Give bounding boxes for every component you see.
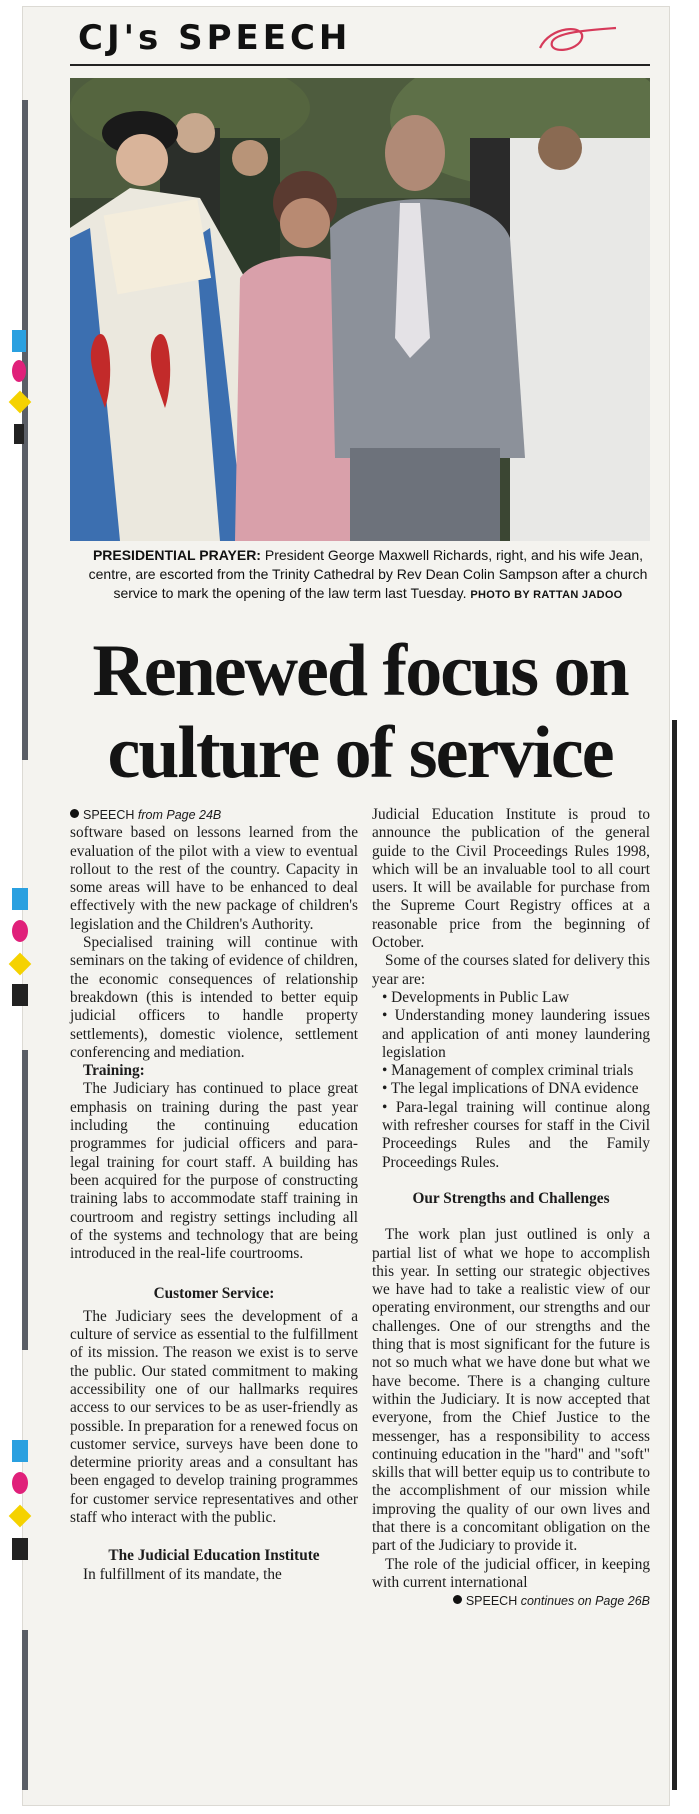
list-item: • The legal implications of DNA evidence [382, 1080, 639, 1098]
caption-text: President George Maxwell Richards, right, and his wife Jean, centre, are escorted from the Trinity Cathedral by Rev Dean Colin Sampson after a church service to mark the opening of the law term last Tuesday. [88, 547, 648, 601]
photo-caption [88, 546, 648, 605]
subheading-strengths: Our Strengths and Challenges [412, 1189, 610, 1207]
paragraph: The role of the judicial officer, in keeping with current international [372, 1555, 650, 1591]
subheading-training: Training: [83, 1062, 145, 1080]
list-item: • Understanding money laundering issues and application of anti money laundering legislation [382, 1007, 650, 1061]
gutter-rule [22, 1630, 28, 1790]
bullet-dot-icon [70, 809, 79, 818]
registration-magenta-mark [12, 1472, 28, 1494]
photo-icon [70, 78, 650, 541]
paragraph: In fulfillment of its mandate, the [83, 1565, 282, 1583]
paragraph: The work plan just outlined is only a partial list of what we hope to accomplish this year. In setting our strategic objectives we have had to take a realistic view of our operating environment, our strengths and our challenges. One of our strengths and the thing that is most significant for the future is not so much what we have done but what we have become. There is a changing culture within the Judiciary. It is now accepted that everyone, from the Chief Justice to the messenger, has a responsibility to access continuing education in the "hard" and "soft" skills that will better equip us to contribute to the accomplishment of our mission while improving the quality of our own lives and that there is a concomitant obligation on the part of the Judiciary to provide it. [372, 1226, 650, 1555]
paragraph: Specialised training will continue with seminars on the taking of evidence of children, the economic consequences of relationship breakdown (this is intended to better equip judicial officers to handle property settlements), domestic violence, settlement conferencing and mediation. [70, 934, 358, 1061]
jump-from-page: from Page 24B [137, 808, 222, 822]
list-item: • Developments in Public Law [382, 988, 570, 1006]
jump-from-prefix: SPEECH [83, 808, 135, 822]
section-rule [70, 64, 650, 66]
jump-to-page: continues on Page 26B [520, 1594, 650, 1609]
registration-cyan-mark [12, 1440, 28, 1462]
headline-line-2: culture of service [107, 712, 613, 794]
paragraph: Judicial Education Institute is proud to announce the publication of the general guide to the Civil Proceedings Rules 1998, which will be an invaluable tool to all court users. It will be available for purchase from the Supreme Court Registry offices at a reasonable price from the beginning of October. [372, 806, 650, 952]
news-photo [70, 78, 650, 541]
registration-magenta-mark [12, 360, 26, 382]
paragraph: The Judiciary sees the development of a culture of service as essential to the fulfillment of its mission. The reason we exist is to serve the public. Our stated commitment to making accessibility one of our hallmarks requires access to our services to be as user-friendly as possible. In preparation for a renewed focus on customer service, surveys have been done to determine priority areas and a consultant has been engaged to develop training programmes for customer service representatives and other staff who interact with the public. [70, 1307, 358, 1526]
jump-to-prefix: SPEECH [465, 1594, 518, 1609]
registration-black-mark [12, 1538, 28, 1560]
bullet-dot-icon [453, 1595, 462, 1604]
caption-lead: PRESIDENTIAL PRAYER: [92, 547, 261, 563]
headline [70, 630, 650, 794]
list-item: • Para-legal training will continue along with refresher courses for staff in the Civil Proceedings Rules and the Family Proceedings Rules. [382, 1098, 650, 1171]
photo-credit: PHOTO BY RATTAN JADOO [470, 589, 623, 601]
registration-cyan-mark [12, 330, 26, 352]
page-edge-rule [672, 720, 677, 1790]
article-column-right [372, 806, 650, 1610]
paragraph: software based on lessons learned from the evaluation of the pilot with a view to eventual rollout to the rest of the country. Capacity in some areas will have to be enhanced to deal effectively with the new package of children's legislation and the Children's Authority. [70, 824, 358, 933]
subheading-judicial-education: The Judicial Education Institute [108, 1547, 320, 1565]
paragraph: Some of the courses slated for delivery this year are: [372, 952, 650, 988]
paragraph: The Judiciary has continued to place great emphasis on training during the past year including the continuing education programmes for judicial officers and para-legal training for court staff. A building has been acquired for the purpose of constructing training labs to accommodate staff training in courtroom and registry settings including all of the systems and technology that are being introduced in the real-life courtrooms. [70, 1080, 358, 1263]
registration-black-mark [14, 424, 24, 444]
registration-magenta-mark [12, 920, 28, 942]
jump-from-label [70, 806, 358, 824]
subheading-customer-service: Customer Service: [153, 1285, 275, 1303]
headline-line-1: Renewed focus on [92, 630, 628, 712]
jump-to-label [372, 1592, 650, 1610]
registration-cyan-mark [12, 888, 28, 910]
article-column-left [70, 806, 358, 1584]
handwritten-mark-icon [530, 18, 620, 62]
gutter-rule [22, 1050, 28, 1350]
registration-black-mark [12, 984, 28, 1006]
section-title: CJ's SPEECH [78, 18, 352, 58]
list-item: • Management of complex criminal trials [382, 1062, 634, 1080]
